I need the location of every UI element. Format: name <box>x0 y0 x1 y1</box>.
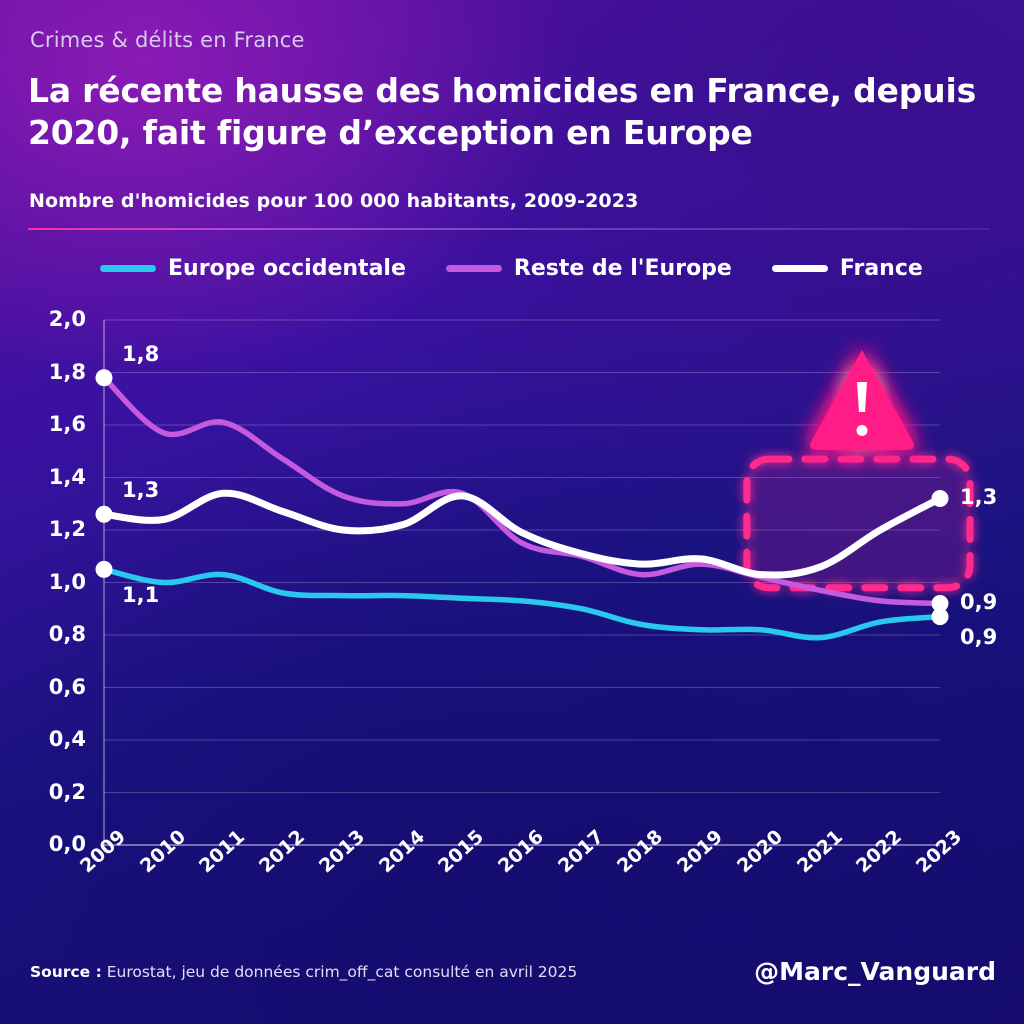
end-label-reste-de-l-europe: 0,9 <box>960 589 998 614</box>
start-label-reste-de-l-europe: 1,8 <box>122 341 160 366</box>
kicker-text: Crimes & délits en France <box>30 28 305 52</box>
end-point-reste-de-l-europe <box>932 595 949 612</box>
end-label-france: 1,3 <box>960 484 998 509</box>
y-tick-label: 0,0 <box>48 832 86 856</box>
end-point-france <box>932 490 949 507</box>
start-point-reste-de-l-europe <box>96 369 113 386</box>
x-tick-label: 2013 <box>314 825 369 878</box>
x-tick-label: 2018 <box>613 825 668 878</box>
source-label: Source : <box>30 963 102 981</box>
start-label-france: 1,3 <box>122 478 160 503</box>
start-point-europe-occidentale <box>96 561 113 578</box>
page-title: La récente hausse des homicides en France, depuis 2020, fait figure d’exception en Europe <box>28 71 977 152</box>
start-label-europe-occidentale: 1,1 <box>122 583 160 608</box>
y-tick-label: 1,8 <box>48 359 86 384</box>
y-tick-label: 0,4 <box>48 727 86 751</box>
x-tick-label: 2020 <box>732 825 787 878</box>
x-tick-label: 2012 <box>255 825 310 878</box>
highlight-box-annotation <box>747 459 970 588</box>
end-label-europe-occidentale: 0,9 <box>960 624 998 649</box>
legend-label-france: France <box>839 256 923 281</box>
x-tick-label: 2017 <box>553 825 608 878</box>
x-tick-label: 2016 <box>494 825 549 878</box>
warning-triangle-icon <box>810 350 914 450</box>
y-tick-label: 1,0 <box>48 569 86 594</box>
legend-label-reste-de-l-europe: Reste de l'Europe <box>513 256 732 281</box>
x-tick-label: 2010 <box>135 825 190 878</box>
source-note <box>30 963 577 981</box>
legend-label-europe-occidentale: Europe occidentale <box>168 256 406 281</box>
x-tick-label: 2009 <box>76 825 131 878</box>
x-tick-label: 2011 <box>195 825 250 878</box>
source-text: Eurostat, jeu de données crim_off_cat consulté en avril 2025 <box>101 963 578 981</box>
chart-subtitle: Nombre d'homicides pour 100 000 habitants, 2009-2023 <box>29 190 639 212</box>
x-tick-label: 2023 <box>912 825 967 878</box>
x-tick-label: 2021 <box>792 825 847 878</box>
start-point-france <box>96 506 113 523</box>
x-tick-label: 2019 <box>673 825 728 878</box>
y-tick-label: 1,4 <box>48 464 86 489</box>
y-tick-label: 1,6 <box>48 412 86 436</box>
x-tick-label: 2014 <box>374 825 429 878</box>
y-tick-label: 1,2 <box>48 517 86 541</box>
x-tick-label: 2022 <box>852 825 907 878</box>
y-tick-label: 0,6 <box>48 674 86 699</box>
y-tick-label: 0,2 <box>48 779 86 804</box>
x-tick-label: 2015 <box>434 825 489 878</box>
author-handle: @Marc_Vanguard <box>754 957 996 986</box>
y-tick-label: 2,0 <box>48 307 86 331</box>
y-tick-label: 0,8 <box>48 622 86 646</box>
